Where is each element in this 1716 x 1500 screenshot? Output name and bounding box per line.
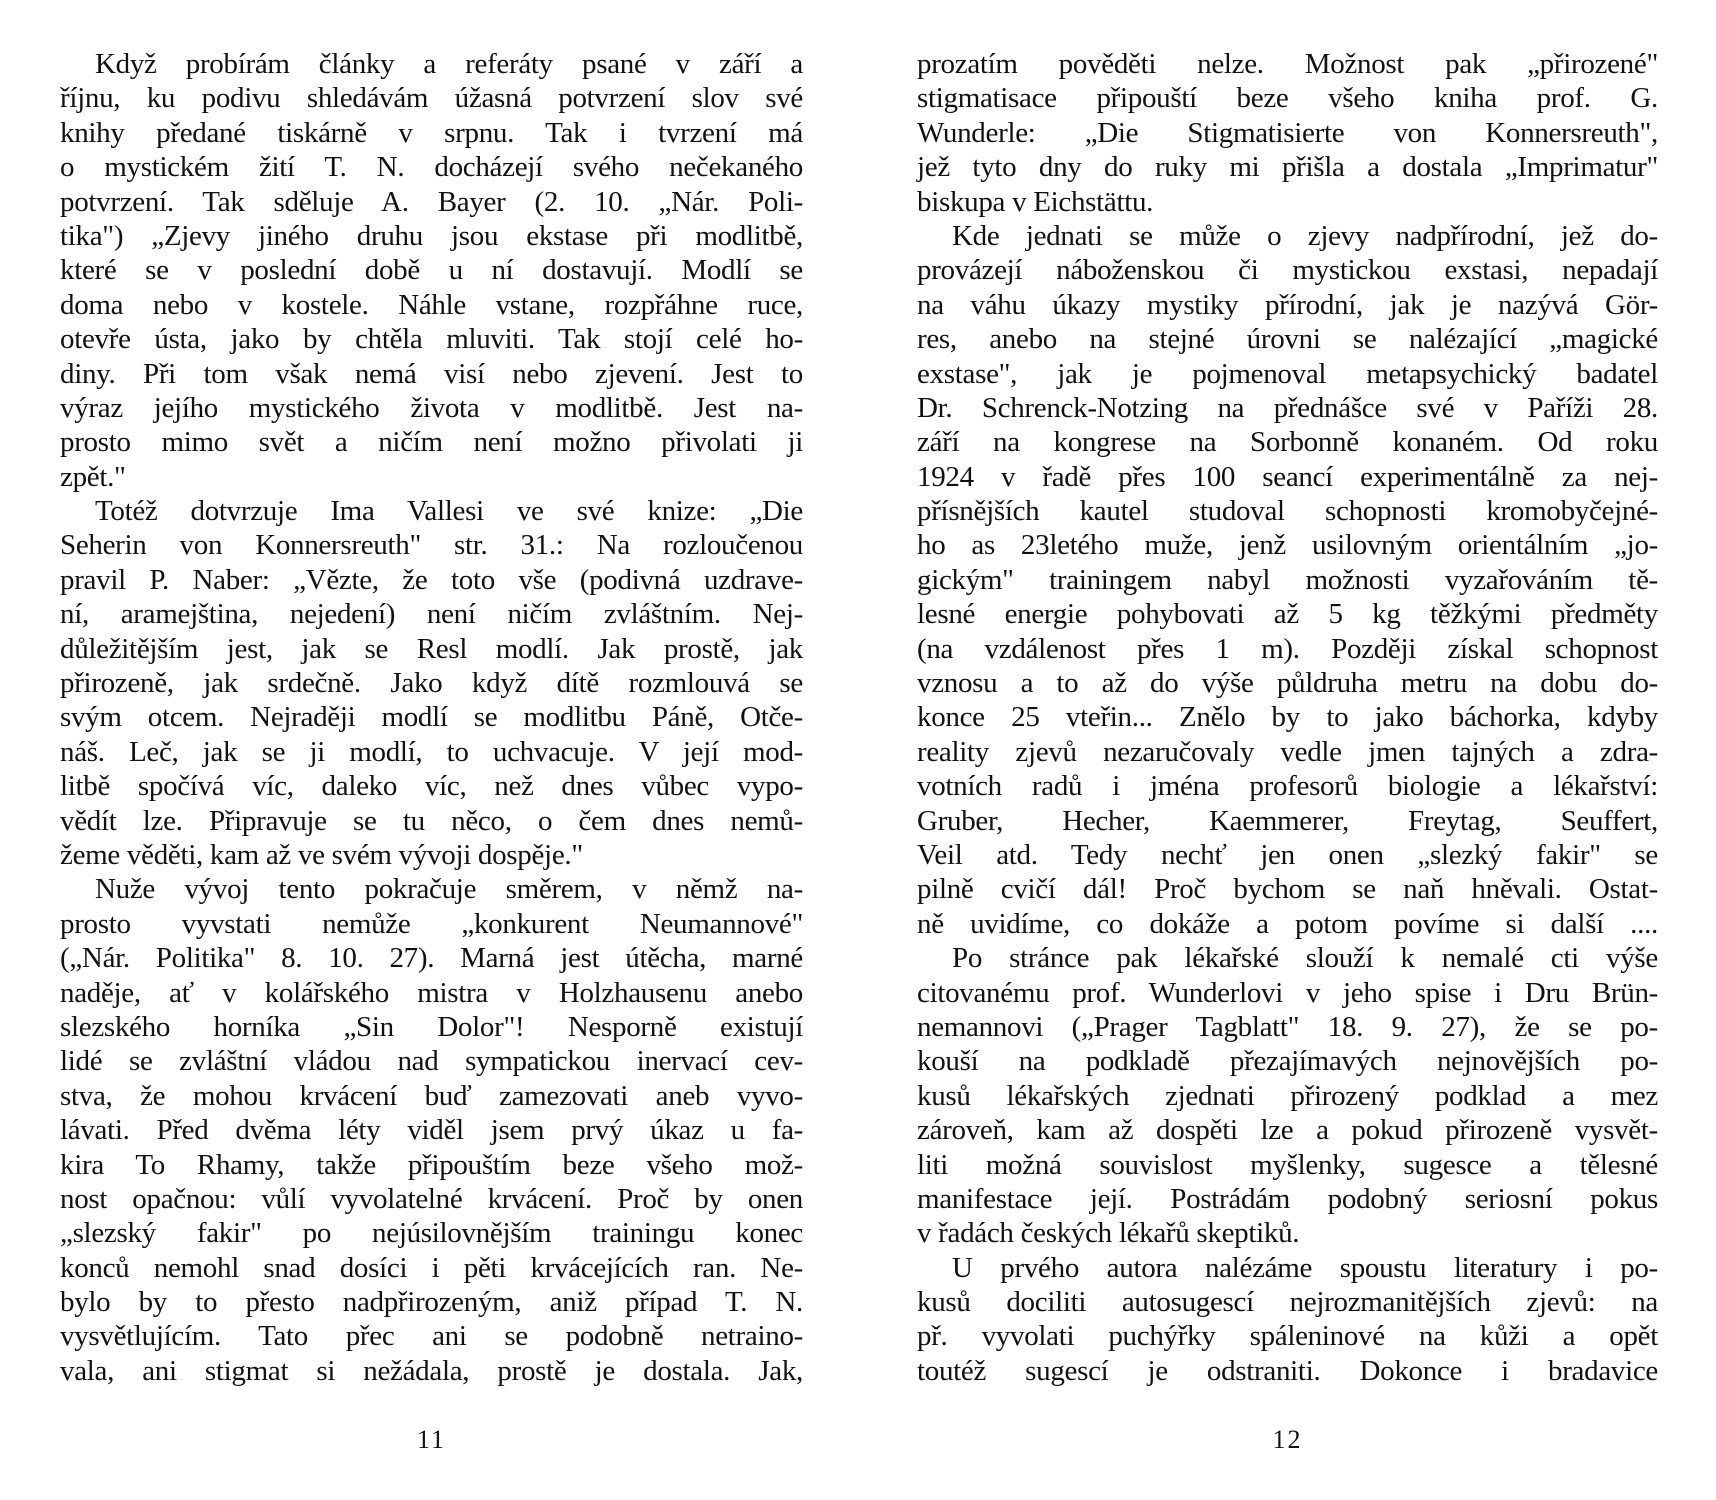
left-page-text-column [60,47,803,1388]
text-line: reality zjevů nezaručovaly vedle jmen tajných a zdra- [917,735,1658,768]
text-line: biskupa v Eichstättu. [917,185,1154,218]
text-line: které se v poslední době u ní dostavují. Modlí se [60,254,803,287]
text-line: potvrzení. Tak sděluje A. Bayer (2. 10. „Nár. Poli- [60,185,803,218]
text-line: o mystickém žití T. N. docházejí svého nečekaného [60,151,803,184]
text-line: Veil atd. Tedy nechť jen onen „slezký fakir" se [917,838,1658,871]
text-line: Po stránce pak lékařské slouží k nemalé cti výše [952,942,1658,975]
text-line: naděje, ať v kolářského mistra v Holzhausenu anebo [60,976,803,1009]
text-line: lesné energie pohybovati až 5 kg těžkými předměty [917,598,1658,631]
text-line: Kde jednati se může o zjevy nadpřírodní, jež do- [952,219,1658,252]
text-line: prosto vyvstati nemůže „konkurent Neumannové" [60,907,803,940]
text-line: otevře ústa, jako by chtěla mluviti. Tak stojí celé ho- [60,323,803,356]
text-line: Totéž dotvrzuje Ima Vallesi ve své knize: „Die [95,495,803,528]
text-line: kira To Rhamy, takže připouštím beze všeho mož- [60,1148,803,1181]
right-page-number: 12 [1272,1425,1303,1454]
text-line: přirozeně, jak srdečně. Jako když dítě rozmlouvá se [60,667,803,700]
text-line: kouší na podkladě přezajímavých nejnovějších po- [917,1045,1658,1078]
text-line: nemannovi („Prager Tagblatt" 18. 9. 27), že se po- [917,1010,1658,1043]
text-line: Nuže vývoj tento pokračuje směrem, v němž na- [95,873,803,906]
text-line: stva, že mohou krvácení buď zamezovati aneb vyvo- [60,1079,803,1112]
text-line: diny. Při tom však nemá visí nebo zjevení. Jest to [60,357,803,390]
text-line: manifestace její. Postrádám podobný seriosní pokus [917,1182,1658,1215]
text-line: ho as 23letého muže, jenž usilovným orientálním „jo- [917,529,1658,562]
text-line: říjnu, ku podivu shledávám úžasná potvrzení slov své [60,82,803,115]
text-line: září na kongrese na Sorbonně konaném. Od roku [917,426,1658,459]
text-line: svým otcem. Nejraději modlí se modlitbu Páně, Otče- [60,701,803,734]
text-line: liti možná souvislost myšlenky, sugesce a tělesné [917,1148,1658,1181]
text-line: res, anebo na stejné úrovni se nalézající „magické [917,323,1658,356]
text-line: exstase", jak je pojmenoval metapsychický badatel [917,357,1658,390]
text-line: konců nemohl snad dosíci i pěti krvácejících ran. Ne- [60,1251,803,1284]
text-line: prosto mimo svět a ničím není možno přivolati ji [60,426,803,459]
text-line: bylo by to přesto nadpřirozeným, aniž případ T. N. [60,1286,803,1319]
text-line: knihy předané tiskárně v srpnu. Tak i tvrzení má [60,116,803,149]
text-line: důležitějším jest, jak se Resl modlí. Jak prostě, jak [60,632,803,665]
text-line: gickým" trainingem nabyl možnosti vyzařováním tě- [917,563,1658,596]
text-line: kusů dociliti autosugescí nejrozmanitějších zjevů: na [917,1286,1658,1319]
text-line: „slezský fakir" po nejúsilovnějším trainingu konec [60,1217,803,1250]
text-line: žeme věděti, kam až ve svém vývoji dospěje." [60,838,583,871]
right-page-text-column [917,47,1658,1388]
text-line: v řadách českých lékařů skeptiků. [917,1217,1300,1250]
text-line: jež tyto dny do ruky mi přišla a dostala „Imprimatur" [917,151,1658,184]
text-line: U prvého autora nalézáme spoustu literatury i po- [952,1251,1658,1284]
text-line: toutéž sugescí je odstraniti. Dokonce i bradavice [917,1354,1658,1387]
text-line: tika") „Zjevy jiného druhu jsou ekstase při modlitbě, [60,219,803,252]
text-line: („Nár. Politika" 8. 10. 27). Marná jest útěcha, marné [60,942,803,975]
text-line: pilně cvičí dál! Proč bychom se naň hněvali. Ostat- [917,873,1658,906]
text-line: (na vzdálenost přes 1 m). Později získal schopnost [917,632,1658,665]
text-line: Když probírám články a referáty psané v září a [95,48,803,80]
text-line: litbě spočívá víc, daleko víc, než dnes vůbec vypo- [60,770,803,803]
text-line: prozatím pověděti nelze. Možnost pak „přirozené" [917,48,1658,80]
text-line: slezského horníka „Sin Dolor"! Nesporně existují [60,1010,803,1043]
left-page-number: 11 [416,1425,447,1454]
text-line: 1924 v řadě přes 100 seancí experimentálně za nej- [917,460,1658,493]
text-line: výraz jejího mystického života v modlitbě. Jest na- [60,391,803,424]
text-line: př. vyvolati puchýřky spáleninové na kůži a opět [917,1320,1658,1353]
text-line: kusů lékařských zjednati přirozený podklad a mez [917,1079,1658,1112]
text-line: ně uvidíme, co dokáže a potom povíme si další .... [917,907,1658,940]
text-line: Gruber, Hecher, Kaemmerer, Freytag, Seuffert, [917,804,1658,837]
text-line: konce 25 vteřin... Znělo by to jako báchorka, kdyby [917,701,1658,734]
text-line: doma nebo v kostele. Náhle vstane, rozpřáhne ruce, [60,288,803,321]
text-line: vala, ani stigmat si nežádala, prostě je dostala. Jak, [60,1354,803,1387]
text-line: pravil P. Naber: „Vězte, že toto vše (podivná uzdrave- [60,563,803,596]
text-line: Wunderle: „Die Stigmatisierte von Konnersreuth", [917,116,1658,149]
text-line: Seherin von Konnersreuth" str. 31.: Na rozloučenou [60,529,803,562]
text-line: lidé se zvláštní vládou nad sympatickou inervací cev- [60,1045,803,1078]
text-line: vysvětlujícím. Tato přec ani se podobně netraino- [60,1320,803,1353]
text-line: ní, aramejština, nejedení) není ničím zvláštním. Nej- [60,598,803,631]
text-line: provázejí náboženskou či mystickou exstasi, nepadají [917,254,1658,287]
text-line: stigmatisace připouští beze všeho kniha prof. G. [917,82,1658,115]
text-line: Dr. Schrenck-Notzing na přednášce své v Paříži 28. [917,391,1658,424]
text-line: zároveň, kam až dospěti lze a pokud přirozeně vysvět- [917,1114,1658,1147]
text-line: citovanému prof. Wunderlovi v jeho spise i Dru Brün- [917,976,1658,1009]
text-line: vědít lze. Připravuje se tu něco, o čem dnes nemů- [60,804,803,837]
text-line: lávati. Před dvěma léty viděl jsem prvý úkaz u fa- [60,1114,803,1147]
text-line: na váhu úkazy mystiky přírodní, jak je nazývá Gör- [917,288,1658,321]
text-line: votních radů i jména profesorů biologie a lékařství: [917,770,1658,803]
text-line: zpět." [60,460,126,493]
text-line: nost opačnou: vůlí vyvolatelné krvácení. Proč by onen [60,1182,803,1215]
text-line: vznosu a to až do výše půldruha metru na dobu do- [917,667,1658,700]
text-line: náš. Leč, jak se ji modlí, to uchvacuje. V její mod- [60,735,803,768]
text-line: přísnějších kautel studoval schopnosti kromobyčejné- [917,495,1658,528]
